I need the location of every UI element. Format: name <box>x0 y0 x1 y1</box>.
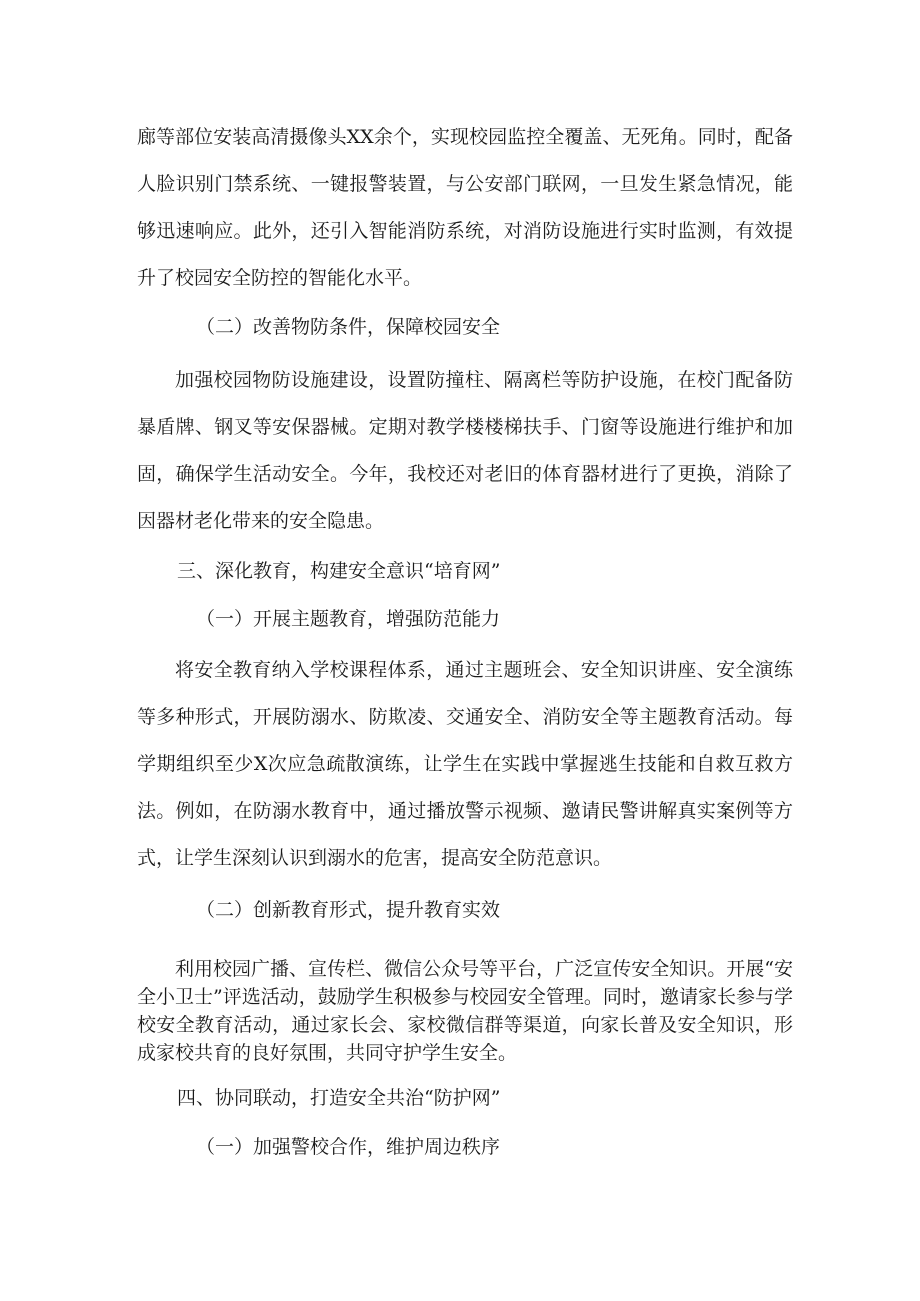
subheading-physical-defense: （二）改善物防条件，保障校园安全 <box>196 316 501 338</box>
paragraph-education-forms: 利用校园广播、宣传栏、微信公众号等平台，广泛宣传安全知识。开展“安全小卫士”评选活动，鼓励学生积极参与校园安全管理。同时，邀请家长参与学校安全教育活动，通过家长会、家校微信群等渠道，向家长普及安全知识，形成家校共育的良好氛围，共同守护学生安全。 <box>137 958 793 1064</box>
subheading-police-school: （一）加强警校合作，维护周边秩序 <box>196 1136 501 1158</box>
paragraph-physical-defense: 加强校园物防设施建设，设置防撞柱、隔离栏等防护设施，在校门配备防暴盾牌、钢叉等安保器械。定期对教学楼楼梯扶手、门窗等设施进行维护和加固，确保学生活动安全。今年，我校还对老旧的体育器材进行了更换，消除了因器材老化带来的安全隐患。 <box>137 369 793 532</box>
subheading-education-forms: （二）创新教育形式，提升教育实效 <box>196 899 501 921</box>
section-heading-cooperation: 四、协同联动，打造安全共治“防护网” <box>177 1087 501 1109</box>
subheading-theme-education: （一）开展主题教育，增强防范能力 <box>196 608 501 630</box>
section-heading-education: 三、深化教育，构建安全意识“培育网” <box>177 560 501 582</box>
paragraph-theme-education: 将安全教育纳入学校课程体系，通过主题班会、安全知识讲座、安全演练等多种形式，开展防溺水、防欺凌、交通安全、消防安全等主题教育活动。每学期组织至少X次应急疏散演练，让学生在实践中掌握逃生技能和自救互救方法。例如，在防溺水教育中，通过播放警示视频、邀请民警讲解真实案例等方式，让学生深刻认识到溺水的危害，提高安全防范意识。 <box>137 659 793 869</box>
paragraph-campus-surveillance: 廊等部位安装高清摄像头XX余个，实现校园监控全覆盖、无死角。同时，配备人脸识别门禁系统、一键报警装置，与公安部门联网，一旦发生紧急情况，能够迅速响应。此外，还引入智能消防系统，对消防设施进行实时监测，有效提升了校园安全防控的智能化水平。 <box>137 126 793 289</box>
